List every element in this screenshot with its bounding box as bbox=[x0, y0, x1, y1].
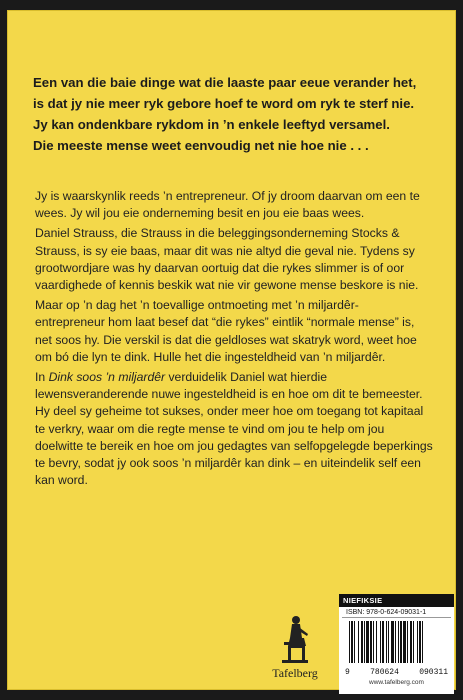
isbn-text: ISBN: 978-0-624-09031-1 bbox=[342, 607, 451, 618]
book-title: Dink soos ’n miljardêr bbox=[48, 370, 166, 385]
paragraph-1 bbox=[35, 188, 435, 222]
body-line: Hy deel sy geheime tot sukses, onder meer hoe om toegang tot kapitaal bbox=[35, 404, 424, 419]
blurb-heading bbox=[33, 72, 443, 156]
blurb-line: is dat jy nie meer ryk gebore hoef te word om ryk te sterf nie. bbox=[33, 96, 415, 111]
book-back-cover bbox=[7, 10, 456, 690]
blurb-line: Een van die baie dinge wat die laaste paar eeue verander het, bbox=[33, 75, 417, 90]
blurb-line: Die meeste mense weet eenvoudig net nie hoe nie . . . bbox=[33, 138, 369, 153]
body-line: entrepreneur hom laat besef dat “die rykes” eintlik “normale mense” is, bbox=[35, 315, 415, 330]
body-line: net soos hy. Die verskil is dat die geldloses wat skatryk word, weet hoe bbox=[35, 332, 417, 347]
barcode-digit-group-1: 780624 bbox=[370, 668, 399, 677]
body-line-with-title bbox=[35, 369, 435, 386]
genre-label: NIEFIKSIE bbox=[339, 594, 454, 607]
paragraph-2 bbox=[35, 225, 435, 294]
p4-rest: verduidelik Daniel wat hierdie bbox=[165, 370, 327, 385]
body-line: kan word. bbox=[35, 473, 88, 488]
paragraph-4 bbox=[35, 369, 435, 489]
body-line: Jy is waarskynlik reeds ’n entrepreneur. Of jy droom daarvan om een te bbox=[35, 189, 420, 203]
body-line: vaardighede of kennis beskik wat nie vir gewone mense beskore is nie. bbox=[35, 278, 419, 293]
body-line: lewensveranderende nuwe ingesteldheid is en hoe om dit te bemeester. bbox=[35, 387, 423, 402]
publisher-logo bbox=[265, 614, 325, 694]
body-line: doelwitte te bereik en hoe om jou gedagtes van selfopgelegde beperkings bbox=[35, 438, 433, 453]
paragraph-3 bbox=[35, 297, 435, 366]
body-line: wees. Jy wil jou eie onderneming besit en jou eie baas wees. bbox=[35, 206, 365, 221]
blurb-line: Jy kan ondenkbare rykdom in ’n enkele leeftyd versamel. bbox=[33, 117, 390, 132]
p4-start: In bbox=[35, 370, 49, 385]
body-line: te bevry, sodat jy ook soos ’n miljardêr kan dink – en uiteindelik self een bbox=[35, 456, 421, 471]
barcode-digit-prefix: 9 bbox=[345, 668, 350, 677]
barcode-panel bbox=[339, 594, 454, 694]
body-line: grootwordjare was hy daarvan oortuig dat die rykes slimmer is of oor bbox=[35, 260, 405, 275]
body-line: Strauss, is sy eie baas, maar dit was nie altyd die geval nie. Tydens sy bbox=[35, 243, 415, 258]
publisher-url: www.tafelberg.com bbox=[369, 679, 424, 686]
body-line: om bó die lyn te dink. Hulle het die ingesteldheid van ’n miljardêr. bbox=[35, 349, 386, 364]
barcode-digit-group-2: 090311 bbox=[419, 668, 448, 677]
publisher-name: Tafelberg bbox=[272, 666, 318, 680]
barcode-icon bbox=[347, 621, 446, 663]
body-description bbox=[35, 188, 435, 492]
body-line: Maar op ’n dag het ’n toevallige ontmoeting met ’n miljardêr- bbox=[35, 298, 359, 313]
scribe-figure-icon bbox=[278, 614, 312, 666]
body-line: Daniel Strauss, die Strauss in die beleggingsonderneming Stocks & bbox=[35, 226, 400, 241]
barcode-digits bbox=[345, 668, 448, 677]
body-line: te verkry, waar om die regte mense te vind om jou te help om jou bbox=[35, 421, 385, 436]
